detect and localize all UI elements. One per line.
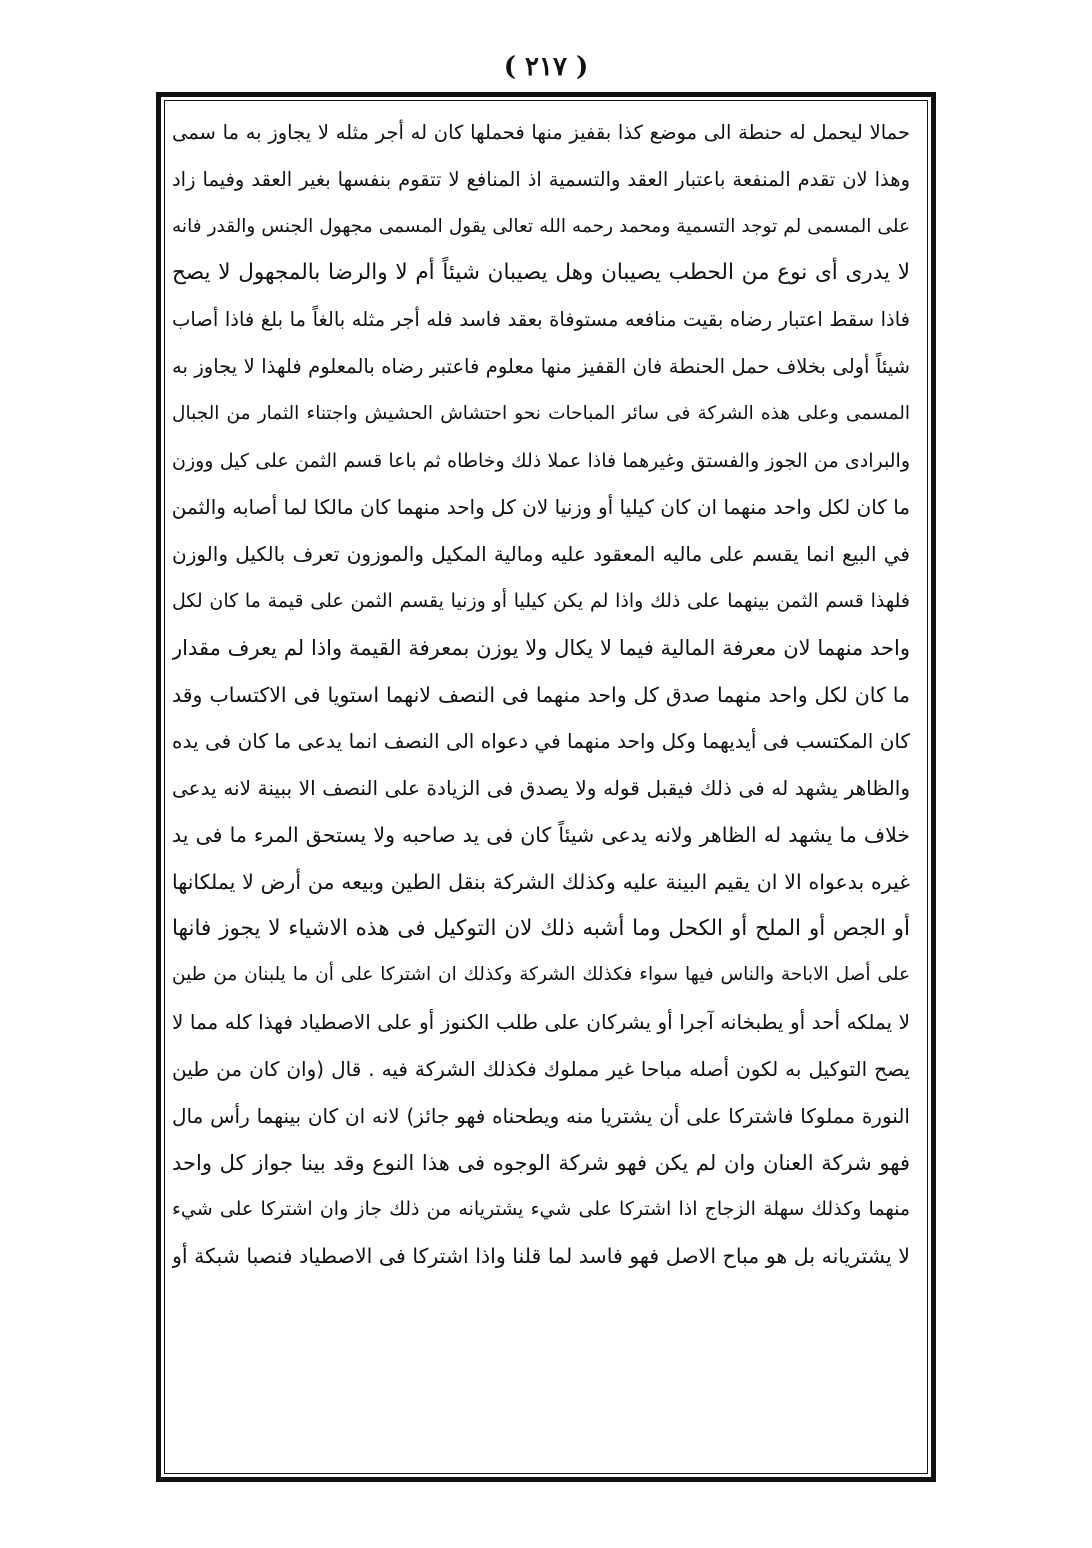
text-line: فهو شركة العنان وان لم يكن فهو شركة الوجوه فى هذا النوع وقد بينا جواز كل واحد bbox=[172, 1150, 910, 1175]
text-line: والظاهر يشهد له فى ذلك فيقبل قوله ولا يصدق فى الزيادة على النصف الا ببينة لانه يدعى bbox=[172, 776, 910, 801]
text-line: أو الجص أو الملح أو الكحل وما أشبه ذلك لان التوكيل فى هذه الاشياء لا يجوز فانها bbox=[172, 915, 910, 941]
text-line: ما كان لكل واحد منهما صدق كل واحد منهما فى النصف لانهما استويا فى الاكتساب وقد bbox=[172, 682, 910, 707]
text-line: والبرادى من الجوز والفستق وغيرهما فاذا عملا ذلك وخاطاه ثم باعا قسم الثمن على كيل ووزن bbox=[172, 449, 910, 472]
text-line: المسمى وعلى هذه الشركة فى سائر المباحات نحو احتشاش الحشيش واجتناء الثمار من الجبال bbox=[172, 402, 910, 424]
text-line: فاذا سقط اعتبار رضاه بقيت منافعه مستوفاة بعقد فاسد فله أجر مثله بالغاً ما بلغ فاذا أصاب bbox=[172, 308, 910, 332]
text-line: لا يملكه أحد أو يطبخانه آجرا أو يشركان على طلب الكنوز أو على الاصطياد فهذا كله مما لا bbox=[172, 1010, 910, 1035]
text-line: منهما وكذلك سهلة الزجاج اذا اشتركا على شيء يشتريانه من ذلك جاز وان اشتركا على شيء bbox=[172, 1198, 910, 1221]
text-line: وهذا لان تقدم المنفعة باعتبار العقد والتسمية اذ المنافع لا تتقوم بنفسها بغير العقد وفيما زاد bbox=[172, 167, 910, 191]
text-line: على المسمى لم توجد التسمية ومحمد رحمه الله تعالى يقول المسمى مجهول الجنس والقدر فانه bbox=[172, 215, 910, 237]
text-line: النورة مملوكا فاشتركا على أن يشتريا منه ويطحناه فهو جائز) لانه ان كان بينهما رأس مال bbox=[172, 1103, 910, 1128]
text-line: حمالا ليحمل له حنطة الى موضع كذا بقفيز منها فحملها كان له أجر مثله لا يجاوز به ما سمى bbox=[172, 121, 910, 144]
text-line: ما كان لكل واحد منهما ان كان كيليا أو وزنيا لان كل واحد منهما كان مالكا لما أصابه والثمن bbox=[172, 495, 910, 520]
text-line: واحد منهما لان معرفة المالية فيما لا يكال ولا يوزن بمعرفة القيمة واذا لم يعرف مقدار bbox=[172, 635, 910, 660]
page-number: ( ٢١٧ ) bbox=[503, 52, 589, 82]
text-line: في البيع انما يقسم على ماليه المعقود عليه ومالية المكيل والموزون تعرف بالكيل والوزن bbox=[172, 542, 910, 567]
text-line: غيره بدعواه الا ان يقيم البينة عليه وكذلك الشركة بنقل الطين وبيعه من أرض لا يملكانها bbox=[172, 869, 910, 894]
text-line: كان المكتسب فى أيديهما وكل واحد منهما في دعواه الى النصف انما يدعى ما كان فى يده bbox=[172, 729, 910, 754]
text-line: خلاف ما يشهد له الظاهر ولانه يدعى شيئاً كان فى يد صاحبه ولا يستحق المرء ما فى يد bbox=[172, 822, 910, 847]
text-body bbox=[172, 110, 910, 1468]
text-line: شيئاً أولى بخلاف حمل الحنطة فان القفيز منها معلوم فاعتبر رضاه بالمعلوم فلهذا لا يجاوز به bbox=[172, 354, 910, 378]
text-line: لا يدرى أى نوع من الحطب يصيبان وهل يصيبان شيئاً أم لا والرضا بالمجهول لا يصح bbox=[172, 260, 910, 286]
text-line: على أصل الاباحة والناس فيها سواء فكذلك الشركة وكذلك ان اشتركا على أن ما يلبنان من طين bbox=[172, 964, 910, 986]
text-line: يصح التوكيل به لكون أصله مباحا غير مملوك فكذلك الشركة فيه . قال (وان كان من طين bbox=[172, 1056, 910, 1081]
text-line: فلهذا قسم الثمن بينهما على ذلك واذا لم يكن كيليا أو وزنيا يقسم الثمن على قيمة ما كان لكل bbox=[172, 589, 910, 612]
text-line: لا يشتريانه بل هو مباح الاصل فهو فاسد لما قلنا واذا اشتركا فى الاصطياد فنصبا شبكة أو bbox=[172, 1244, 910, 1269]
